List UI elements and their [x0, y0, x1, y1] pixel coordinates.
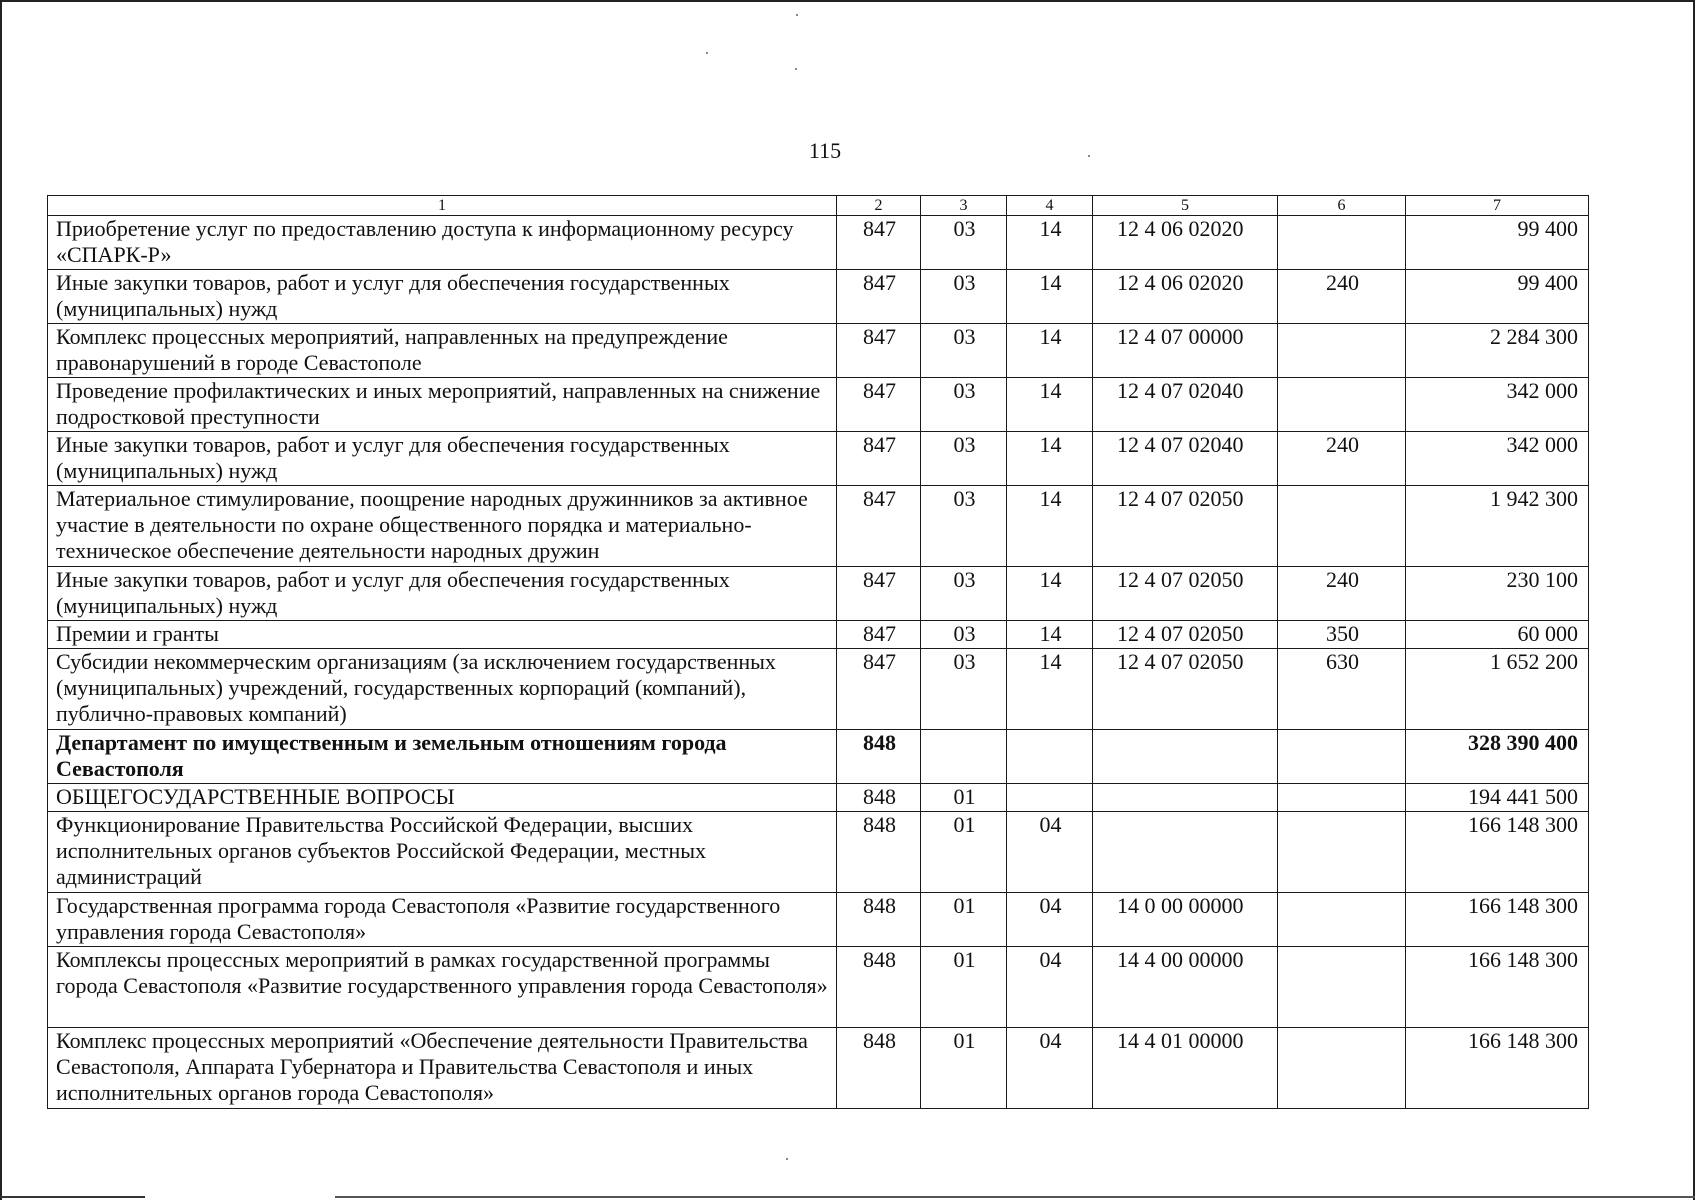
- item-name: Премии и гранты: [48, 621, 837, 649]
- item-name: Комплексы процессных мероприятий в рамках государственной программы города Севастополя «Развитие государственного управления города Севастополя»: [48, 947, 837, 1028]
- table-row: [48, 649, 1589, 730]
- item-name: Иные закупки товаров, работ и услуг для обеспечения государственных (муниципальных) нужд: [48, 567, 837, 621]
- amount: 1 942 300: [1406, 486, 1589, 567]
- item-name: Приобретение услуг по предоставлению доступа к информационному ресурсу «СПАРК-Р»: [48, 216, 837, 270]
- admin-code: 847: [837, 621, 921, 649]
- expense-type-code: [1278, 784, 1406, 812]
- table-row: [48, 812, 1589, 893]
- admin-code: 847: [837, 649, 921, 730]
- target-article-code: [1093, 784, 1278, 812]
- column-number: 4: [1007, 196, 1093, 216]
- target-article-code: 12 4 06 02020: [1093, 216, 1278, 270]
- scan-speck: [706, 52, 708, 54]
- section-code: 01: [921, 893, 1007, 947]
- table-row: [48, 324, 1589, 378]
- amount: 99 400: [1406, 270, 1589, 324]
- expense-type-code: 630: [1278, 649, 1406, 730]
- section-code: 03: [921, 649, 1007, 730]
- subsection-code: 04: [1007, 947, 1093, 1028]
- admin-code: 848: [837, 1028, 921, 1109]
- column-number-row: [48, 196, 1589, 216]
- section-code: [921, 730, 1007, 784]
- budget-table: [47, 195, 1589, 1109]
- scan-speck: [796, 14, 798, 16]
- expense-type-code: [1278, 947, 1406, 1028]
- table-row: [48, 432, 1589, 486]
- table-row: [48, 216, 1589, 270]
- subsection-code: 14: [1007, 432, 1093, 486]
- expense-type-code: [1278, 812, 1406, 893]
- admin-code: 848: [837, 730, 921, 784]
- amount: 166 148 300: [1406, 812, 1589, 893]
- table-row: [48, 621, 1589, 649]
- table-row: [48, 486, 1589, 567]
- item-name: Иные закупки товаров, работ и услуг для обеспечения государственных (муниципальных) нужд: [48, 270, 837, 324]
- admin-code: 847: [837, 486, 921, 567]
- item-name: Материальное стимулирование, поощрение народных дружинников за активное участие в деятельности по охране общественного порядка и материально-техническое обеспечение деятельности народных дружин: [48, 486, 837, 567]
- item-name: Субсидии некоммерческим организациям (за исключением государственных (муниципальных) учреждений, государственных корпораций (компаний), публично-правовых компаний): [48, 649, 837, 730]
- expense-type-code: [1278, 1028, 1406, 1109]
- target-article-code: 12 4 07 02050: [1093, 486, 1278, 567]
- scan-speck: [786, 1158, 788, 1160]
- amount: 60 000: [1406, 621, 1589, 649]
- admin-code: 847: [837, 216, 921, 270]
- amount: 194 441 500: [1406, 784, 1589, 812]
- target-article-code: 12 4 07 02040: [1093, 378, 1278, 432]
- subsection-code: [1007, 730, 1093, 784]
- amount: 230 100: [1406, 567, 1589, 621]
- column-number: 3: [921, 196, 1007, 216]
- item-name: Проведение профилактических и иных мероприятий, направленных на снижение подростковой преступности: [48, 378, 837, 432]
- section-code: 01: [921, 812, 1007, 893]
- subsection-code: [1007, 784, 1093, 812]
- table-row: [48, 947, 1589, 1028]
- target-article-code: 12 4 07 02050: [1093, 567, 1278, 621]
- expense-type-code: [1278, 324, 1406, 378]
- scan-speck: [1088, 155, 1090, 157]
- target-article-code: 12 4 07 02050: [1093, 649, 1278, 730]
- amount: 166 148 300: [1406, 1028, 1589, 1109]
- expense-type-code: [1278, 216, 1406, 270]
- expense-type-code: [1278, 486, 1406, 567]
- target-article-code: 14 4 00 00000: [1093, 947, 1278, 1028]
- column-number: 5: [1093, 196, 1278, 216]
- column-number: 6: [1278, 196, 1406, 216]
- admin-code: 848: [837, 893, 921, 947]
- scan-edge-left: [0, 0, 2, 1200]
- amount: 99 400: [1406, 216, 1589, 270]
- admin-code: 848: [837, 784, 921, 812]
- section-code: 01: [921, 1028, 1007, 1109]
- table-row: [48, 567, 1589, 621]
- subsection-code: 14: [1007, 567, 1093, 621]
- expense-type-code: [1278, 730, 1406, 784]
- section-code: 01: [921, 784, 1007, 812]
- table-row: [48, 378, 1589, 432]
- subsection-code: 04: [1007, 1028, 1093, 1109]
- admin-code: 848: [837, 947, 921, 1028]
- subsection-code: 14: [1007, 216, 1093, 270]
- subsection-code: 14: [1007, 324, 1093, 378]
- scan-edge-bottom-left: [0, 1196, 145, 1198]
- target-article-code: 12 4 07 00000: [1093, 324, 1278, 378]
- table-row: [48, 730, 1589, 784]
- amount: 328 390 400: [1406, 730, 1589, 784]
- subsection-code: 04: [1007, 812, 1093, 893]
- section-code: 03: [921, 621, 1007, 649]
- section-code: 03: [921, 486, 1007, 567]
- section-code: 03: [921, 378, 1007, 432]
- expense-type-code: 350: [1278, 621, 1406, 649]
- amount: 342 000: [1406, 432, 1589, 486]
- target-article-code: 12 4 07 02040: [1093, 432, 1278, 486]
- expense-type-code: [1278, 378, 1406, 432]
- expense-type-code: 240: [1278, 270, 1406, 324]
- column-number: 2: [837, 196, 921, 216]
- target-article-code: 12 4 07 02050: [1093, 621, 1278, 649]
- admin-code: 847: [837, 270, 921, 324]
- subsection-code: 14: [1007, 378, 1093, 432]
- subsection-code: 14: [1007, 270, 1093, 324]
- section-code: 03: [921, 324, 1007, 378]
- item-name: Иные закупки товаров, работ и услуг для обеспечения государственных (муниципальных) нужд: [48, 432, 837, 486]
- admin-code: 848: [837, 812, 921, 893]
- target-article-code: [1093, 812, 1278, 893]
- scan-edge-bottom-right: [335, 1196, 1695, 1198]
- table-row: [48, 893, 1589, 947]
- subsection-code: 14: [1007, 621, 1093, 649]
- admin-code: 847: [837, 432, 921, 486]
- expense-type-code: 240: [1278, 432, 1406, 486]
- expense-type-code: 240: [1278, 567, 1406, 621]
- subsection-code: 04: [1007, 893, 1093, 947]
- amount: 1 652 200: [1406, 649, 1589, 730]
- page-number: 115: [808, 138, 842, 163]
- amount: 166 148 300: [1406, 893, 1589, 947]
- section-code: 03: [921, 216, 1007, 270]
- column-number: 1: [48, 196, 837, 216]
- amount: 2 284 300: [1406, 324, 1589, 378]
- expense-type-code: [1278, 893, 1406, 947]
- target-article-code: 14 0 00 00000: [1093, 893, 1278, 947]
- column-number: 7: [1406, 196, 1589, 216]
- item-name: ОБЩЕГОСУДАРСТВЕННЫЕ ВОПРОСЫ: [48, 784, 837, 812]
- table-row: [48, 270, 1589, 324]
- subsection-code: 14: [1007, 486, 1093, 567]
- section-code: 03: [921, 432, 1007, 486]
- amount: 342 000: [1406, 378, 1589, 432]
- table-row: [48, 1028, 1589, 1109]
- admin-code: 847: [837, 378, 921, 432]
- target-article-code: 12 4 06 02020: [1093, 270, 1278, 324]
- target-article-code: 14 4 01 00000: [1093, 1028, 1278, 1109]
- item-name: Департамент по имущественным и земельным отношениям города Севастополя: [48, 730, 837, 784]
- scan-speck: [795, 68, 797, 70]
- section-code: 03: [921, 567, 1007, 621]
- section-code: 03: [921, 270, 1007, 324]
- item-name: Государственная программа города Севастополя «Развитие государственного управления города Севастополя»: [48, 893, 837, 947]
- item-name: Функционирование Правительства Российской Федерации, высших исполнительных органов субъектов Российской Федерации, местных администраций: [48, 812, 837, 893]
- scan-edge-top: [0, 0, 1695, 2]
- table-row: [48, 784, 1589, 812]
- item-name: Комплекс процессных мероприятий «Обеспечение деятельности Правительства Севастополя, Аппарата Губернатора и Правительства Севастополя и иных исполнительных органов города Севастополя»: [48, 1028, 837, 1109]
- subsection-code: 14: [1007, 649, 1093, 730]
- item-name: Комплекс процессных мероприятий, направленных на предупреждение правонарушений в городе Севастополе: [48, 324, 837, 378]
- admin-code: 847: [837, 324, 921, 378]
- admin-code: 847: [837, 567, 921, 621]
- section-code: 01: [921, 947, 1007, 1028]
- target-article-code: [1093, 730, 1278, 784]
- amount: 166 148 300: [1406, 947, 1589, 1028]
